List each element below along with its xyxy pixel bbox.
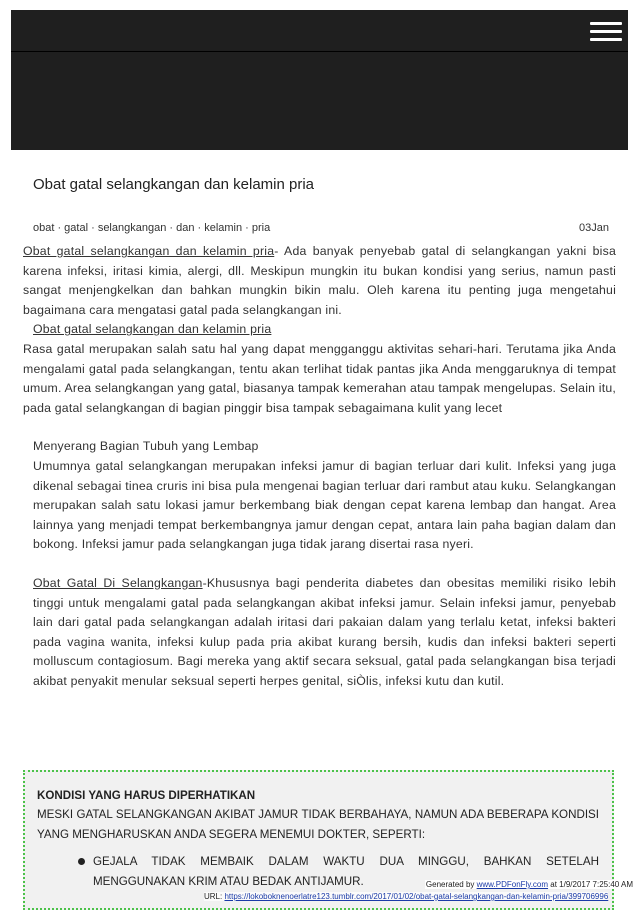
pdf-url-label: URL: — [204, 892, 225, 901]
pdf-generated-suffix: at 1/9/2017 7:25:40 AM — [548, 880, 633, 889]
paragraph-link-line — [23, 320, 616, 340]
pdf-generated-prefix: Generated by — [425, 880, 477, 889]
article-link-1[interactable]: Obat gatal selangkangan dan kelamin pria — [23, 244, 275, 258]
post-meta — [33, 222, 609, 234]
paragraph-intro — [23, 242, 616, 320]
pdf-generator-link[interactable]: www.PDFonFly.com — [476, 880, 549, 889]
notice-box — [23, 770, 614, 910]
notice-heading: KONDISI YANG HARUS DIPERHATIKAN — [37, 789, 256, 802]
paragraph-causes-text: -Khususnya bagi penderita diabetes dan obesitas memiliki risiko lebih tinggi untuk mengalami gatal pada selangkangan akibat infeksi jamur. Selain infeksi jamur, penyebab lain dari gatal pada selangkangan adalah iritasi dari pakaian dalam yang terlalu ketat, infeksi bakteri pada vagina wanita, infeksi kulup pada pria akibat kurang bersih, kudis dan infeksi bakteri seperti molluscum contagiosum. Bagi mereka yang aktif secara seksual, gatal pada selangkangan bisa terjadi akibat penyakit menular seksual seperti herpes genital, siÒlis, infeksi kutu dan kutil. — [33, 575, 616, 688]
paragraph-fungus: Umumnya gatal selangkangan merupakan infeksi jamur di bagian terluar dari kulit. Infeksi yang juga dikenal sebagai tinea cruris ini bisa pula mengenai bagian terluar dari rambut atau kuku. Selangkangan merupakan salah satu lokasi jamur berkembang biak dengan cepat karena lembap dan hangat. Area lainnya yang menjadi tempat berkembangnya jamur dengan cepat, antara lain paha bagian dalam dan bokong. Infeksi jamur pada selangkangan juga tidak jarang disertai rasa nyeri. — [33, 458, 616, 552]
menu-bar-bottom — [590, 38, 622, 41]
post-title: Obat gatal selangkangan dan kelamin pria — [33, 176, 315, 193]
header-divider — [11, 51, 628, 52]
pdf-url-line — [204, 892, 608, 901]
pdf-url-link[interactable]: https://lokoboknenoerlatre123.tumblr.com/2017/01/02/obat-gatal-selangkangan-dan-kelamin-pria/399706996 — [224, 892, 609, 901]
article-link-2[interactable]: Obat gatal selangkangan dan kelamin pria — [33, 322, 272, 337]
hamburger-menu-icon[interactable] — [590, 18, 622, 45]
post-date: 03Jan — [579, 222, 609, 234]
article-link-3[interactable]: Obat Gatal Di Selangkangan — [33, 575, 203, 590]
section-heading: Menyerang Bagian Tubuh yang Lembap — [33, 439, 259, 454]
notice-list-item: GEJALA TIDAK MEMBAIK DALAM WAKTU DUA MINGGU, BAHKAN SETELAH MENGGUNAKAN KRIM ATAU BEDAK ANTIJAMUR. — [93, 852, 599, 891]
notice-intro: MESKI GATAL SELANGKANGAN AKIBAT JAMUR TIDAK BERBAHAYA, NAMUN ADA BEBERAPA KONDISI YANG MENGHARUSKAN ANDA SEGERA MENEMUI DOKTER, SEPERTI: — [37, 808, 599, 841]
menu-bar-middle — [590, 30, 622, 33]
paragraph-causes — [23, 574, 616, 692]
paragraph-intro-text: - Ada banyak penyebab gatal di selangkangan yakni bisa karena infeksi, iritasi kimia, alergi, dll. Meskipun mungkin itu bukan kondisi yang serius, namun pasti sangat menjengkelkan dan bahkan mungkin bikin malu. Oleh karena itu penting juga mengetahui bagaimana cara mengatasi gatal pada selangkangan ini. — [23, 244, 616, 317]
pdf-generator-footer — [425, 880, 634, 889]
article-body — [23, 242, 616, 691]
post-tags[interactable]: obat · gatal · selangkangan · dan · kelamin · pria — [33, 222, 271, 234]
spacer — [23, 418, 616, 437]
menu-bar-top — [590, 22, 622, 25]
paragraph-itch: Rasa gatal merupakan salah satu hal yang dapat mengganggu aktivitas sehari-hari. Terutama jika Anda mengalami gatal pada selangkangan, tentu akan terlihat tidak pantas jika Anda menggaruknya di tempat umum. Area selangkangan yang gatal, biasanya tampak kemerahan atau tampak mengelupas. Selain itu, pada gatal selangkangan di bagian pinggir bisa tampak sebagaimana kulit yang lecet — [23, 341, 616, 415]
site-header — [11, 10, 628, 150]
spacer — [23, 555, 616, 574]
